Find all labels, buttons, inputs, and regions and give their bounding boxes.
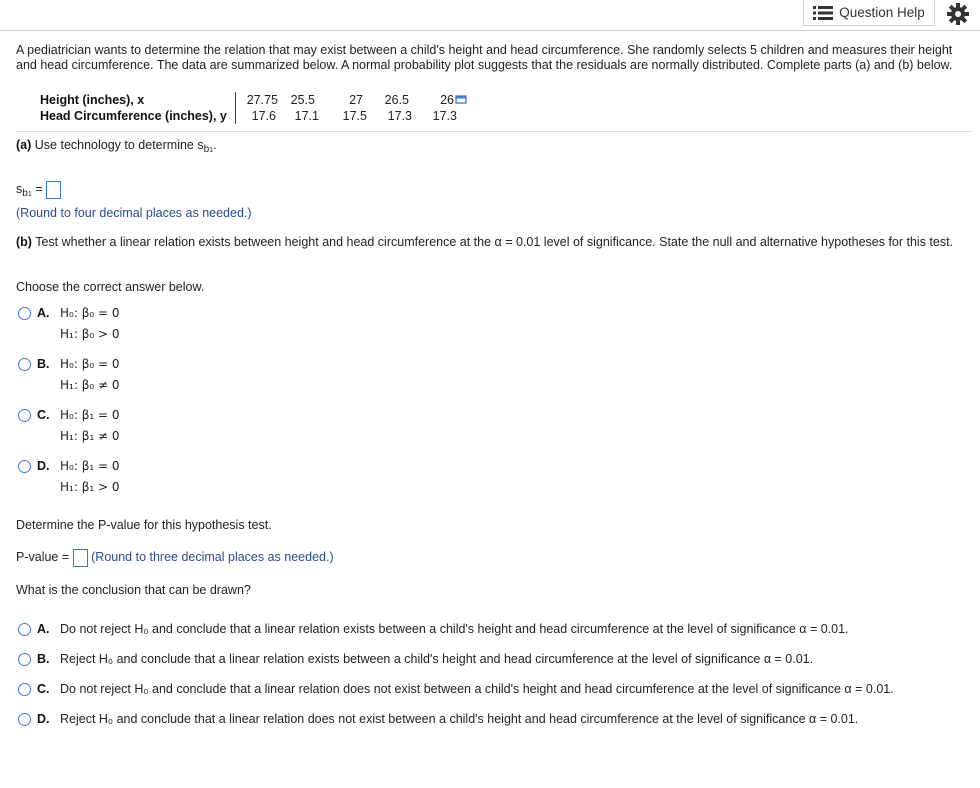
part-b-text: Test whether a linear relation exists between height and head circumference at the α = 0.01 level of significance. State the null and alternative hypotheses for this test. — [35, 235, 954, 249]
table-separator — [235, 92, 236, 108]
table-cell: 27 — [349, 93, 363, 107]
choose-answer-text: Choose the correct answer below. — [16, 280, 205, 294]
option-text: Reject H₀ and conclude that a linear relation does not exist between a child's height and head circumference at the level of significance α = 0.01. — [60, 712, 859, 726]
question-help-label: Question Help — [839, 5, 925, 20]
option-letter: B. — [37, 357, 50, 371]
problem-intro: A pediatrician wants to determine the relation that may exist between a child's height and head circumference. She randomly selects 5 children and measures their height and head circumference. The data are summarized below. A normal probability plot suggests that the residuals are normally distributed. Complete parts (a) and (b) below. — [16, 43, 953, 72]
table-cell: 17.6 — [251, 109, 276, 123]
table-cell: 17.5 — [342, 109, 367, 123]
option-h1: H₁: β₀ ≠ 0 — [60, 378, 120, 392]
option-h1: H₁: β₀ > 0 — [60, 327, 120, 341]
table-cell: 17.1 — [294, 109, 319, 123]
table-row-x — [40, 92, 467, 108]
option-letter: A. — [37, 622, 50, 636]
option-letter: C. — [37, 408, 50, 422]
radio-button[interactable] — [18, 358, 31, 371]
top-bar — [0, 0, 980, 31]
part-a-answer-row: $s_{b1}$ = — [16, 179, 61, 205]
option-h0: H₀: β₀ = 0 — [60, 357, 120, 371]
option-letter: D. — [37, 712, 50, 726]
radio-button[interactable] — [18, 460, 31, 473]
radio-button[interactable] — [18, 623, 31, 636]
pvalue-label: P-value = — [16, 550, 70, 564]
table-cell: 17.3 — [387, 109, 412, 123]
pvalue-prompt: Determine the P-value for this hypothesis test. — [16, 518, 272, 532]
section-divider — [16, 131, 971, 132]
table-cell: 25.5 — [290, 93, 315, 107]
option-text: Reject H₀ and conclude that a linear relation exists between a child's height and head circumference at the level of significance α = 0.01. — [60, 652, 814, 666]
copy-data-icon[interactable] — [455, 95, 467, 105]
radio-button[interactable] — [18, 683, 31, 696]
gear-icon[interactable] — [946, 2, 970, 26]
part-a-hint: (Round to four decimal places as needed.) — [16, 206, 252, 220]
row-label-height: Height (inches), x — [40, 93, 145, 107]
option-h0: H₀: β₁ = 0 — [60, 459, 120, 473]
option-h1: H₁: β₁ ≠ 0 — [60, 429, 120, 443]
option-text: Do not reject H₀ and conclude that a linear relation does not exist between a child's height and head circumference at the level of significance α = 0.01. — [60, 682, 894, 696]
question-help-button[interactable] — [803, 0, 935, 26]
pvalue-answer-input[interactable] — [73, 549, 88, 567]
part-b-label: (b) — [16, 235, 32, 249]
part-b-prompt — [16, 235, 966, 250]
radio-button[interactable] — [18, 653, 31, 666]
pvalue-row — [16, 547, 334, 567]
option-letter: A. — [37, 306, 50, 320]
option-text: Do not reject H₀ and conclude that a linear relation exists between a child's height and head circumference at the level of significance α = 0.01. — [60, 622, 849, 636]
table-cell: 27.75 — [246, 93, 278, 107]
option-letter: C. — [37, 682, 50, 696]
table-cell: 26.5 — [384, 93, 409, 107]
option-letter: D. — [37, 459, 50, 473]
data-table — [40, 92, 467, 124]
list-icon — [813, 6, 833, 20]
option-letter: B. — [37, 652, 50, 666]
pvalue-hint: (Round to three decimal places as needed.) — [91, 550, 334, 564]
radio-button[interactable] — [18, 713, 31, 726]
radio-button[interactable] — [18, 409, 31, 422]
conclusion-prompt: What is the conclusion that can be drawn? — [16, 583, 251, 597]
option-h0: H₀: β₀ = 0 — [60, 306, 120, 320]
equals-sign: = — [35, 182, 43, 196]
table-separator — [235, 108, 236, 124]
radio-button[interactable] — [18, 307, 31, 320]
table-row-y — [40, 108, 467, 124]
part-a-text: Use technology to determine s — [34, 138, 204, 152]
sb1-label: s — [16, 182, 23, 196]
table-cell: 26 — [440, 93, 454, 107]
part-a-label: (a) — [16, 138, 32, 152]
part-a-prompt: (a) Use technology to determine $s_{b1}$. — [16, 138, 217, 155]
option-h1: H₁: β₁ > 0 — [60, 480, 120, 494]
row-label-head-circumference: Head Circumference (inches), y — [40, 109, 227, 123]
sb1-answer-input[interactable] — [46, 181, 61, 199]
option-h0: H₀: β₁ = 0 — [60, 408, 120, 422]
table-cell: 17.3 — [432, 109, 457, 123]
